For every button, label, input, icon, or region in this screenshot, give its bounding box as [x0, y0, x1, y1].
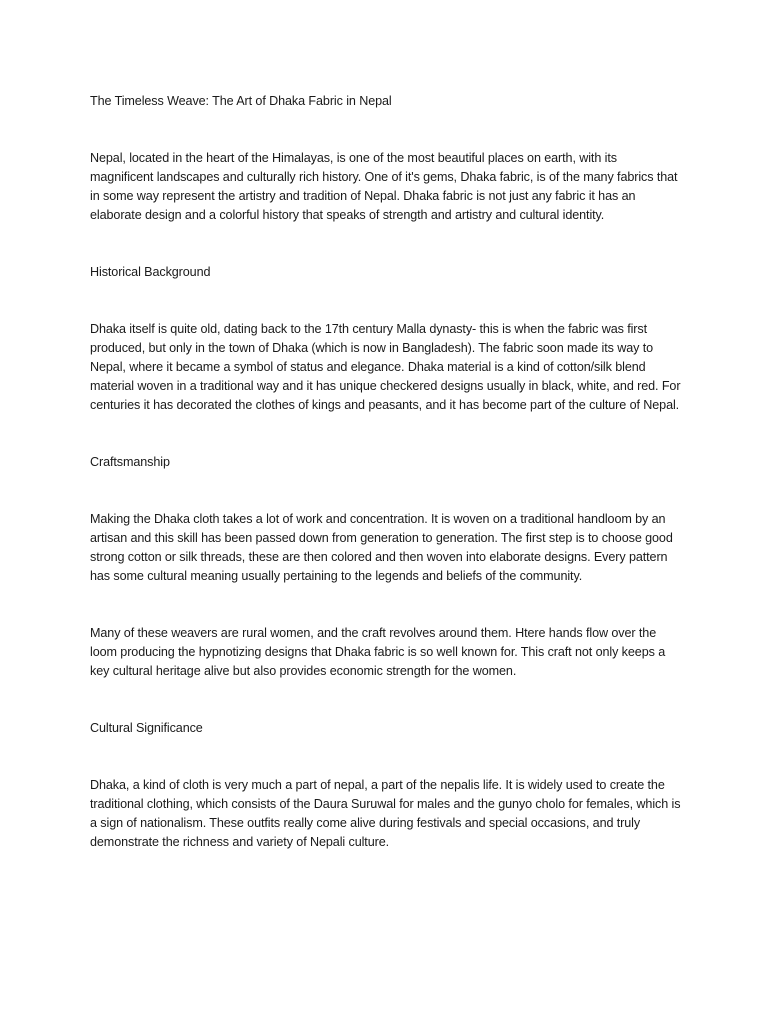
craftsmanship-paragraph-2: Many of these weavers are rural women, and the craft revolves around them. Htere hands flow over the loom producing the hypnotizing designs that Dhaka fabric is so well known for. This craft not only keeps a key cultural heritage alive but also provides economic strength for the women. [90, 626, 666, 678]
section-heading-cultural-significance: Cultural Significance [90, 721, 203, 735]
document-body [90, 92, 682, 890]
cultural-significance-paragraph: Dhaka, a kind of cloth is very much a part of nepal, a part of the nepalis life. It is widely used to create the traditional clothing, which consists of the Daura Suruwal for males and the gunyo cholo for females, which is a sign of nationalism. These outfits really come alive during festivals and special occasions, and truly demonstrate the richness and variety of Nepali culture. [90, 778, 681, 849]
document-title: The Timeless Weave: The Art of Dhaka Fabric in Nepal [90, 94, 392, 108]
section-heading-historical-background: Historical Background [90, 265, 211, 279]
historical-background-paragraph: Dhaka itself is quite old, dating back to the 17th century Malla dynasty- this is when the fabric was first produced, but only in the town of Dhaka (which is now in Bangladesh). The fabric soon made its way to Nepal, where it became a symbol of status and elegance. Dhaka material is a kind of cotton/silk blend material woven in a traditional way and it has unique checkered designs usually in black, white, and red. For centuries it has decorated the clothes of kings and peasants, and it has become part of the culture of Nepal. [90, 322, 681, 412]
section-heading-craftsmanship: Craftsmanship [90, 455, 170, 469]
craftsmanship-paragraph-1: Making the Dhaka cloth takes a lot of work and concentration. It is woven on a traditional handloom by an artisan and this skill has been passed down from generation to generation. The first step is to choose good strong cotton or silk threads, these are then colored and then woven into elaborate designs. Every pattern has some cultural meaning usually pertaining to the legends and beliefs of the community. [90, 512, 673, 583]
intro-paragraph: Nepal, located in the heart of the Himalayas, is one of the most beautiful places on earth, with its magnificent landscapes and culturally rich history. One of it's gems, Dhaka fabric, is of the many fabrics that in some way represent the artistry and tradition of Nepal. Dhaka fabric is not just any fabric it has an elaborate design and a colorful history that speaks of strength and artistry and cultural identity. [90, 151, 678, 222]
